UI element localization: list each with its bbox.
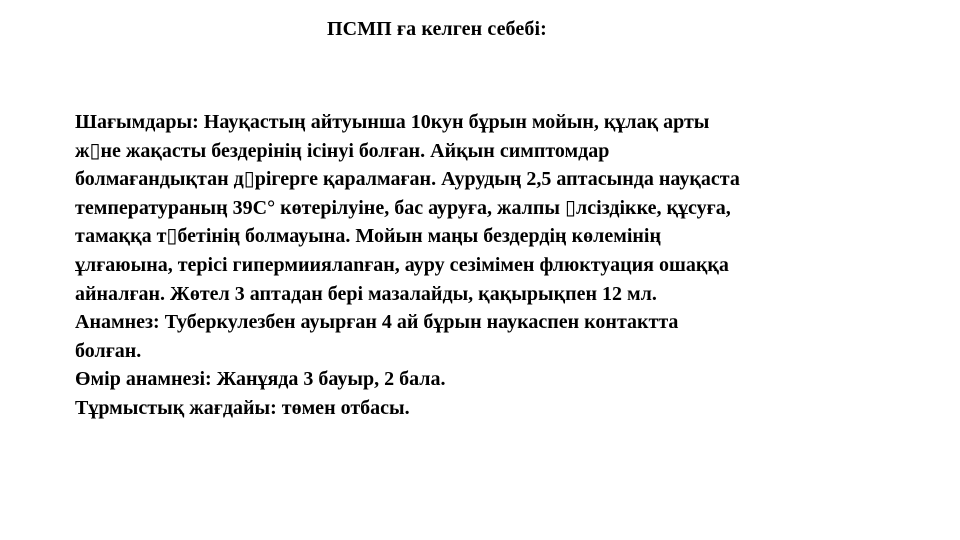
- body-line: Анамнез: Туберкулезбен ауырған 4 ай бұрын наукаспен контактта: [75, 311, 679, 334]
- body-line: Шағымдары: Науқастың айтуынша 10кун бұрын мойын, құлақ арты: [75, 111, 710, 133]
- slide-body: [75, 108, 915, 423]
- body-line: болған.: [75, 339, 142, 362]
- body-line: болмағандықтан д▯рігерге қаралмаған. Аурудың 2,5 аптасында науқаста: [75, 168, 740, 191]
- slide-title: ПСМП ға келген себебі:: [327, 18, 547, 40]
- body-line: Тұрмыстық жағдайы: төмен отбасы.: [75, 396, 410, 419]
- body-line: айналған. Жөтел 3 аптадан бері мазалайды, қақырықпен 12 мл.: [75, 282, 657, 305]
- body-line: ж▯не жақасты бездерінің ісінуі болған. Айқын симптомдар: [75, 139, 610, 162]
- body-line: тамаққа т▯бетінің болмауына. Мойын маңы бездердің көлемінің: [75, 225, 661, 248]
- body-line: Өмір анамнезі: Жанұяда 3 бауыр, 2 бала.: [75, 368, 446, 391]
- body-line: ұлғаюына, терісі гипермииялanған, ауру сезімімен флюктуация ошаққа: [75, 253, 729, 276]
- body-line: температураның 39С° көтерілуіне, бас ауруға, жалпы ▯лсіздікке, құсуға,: [75, 196, 731, 219]
